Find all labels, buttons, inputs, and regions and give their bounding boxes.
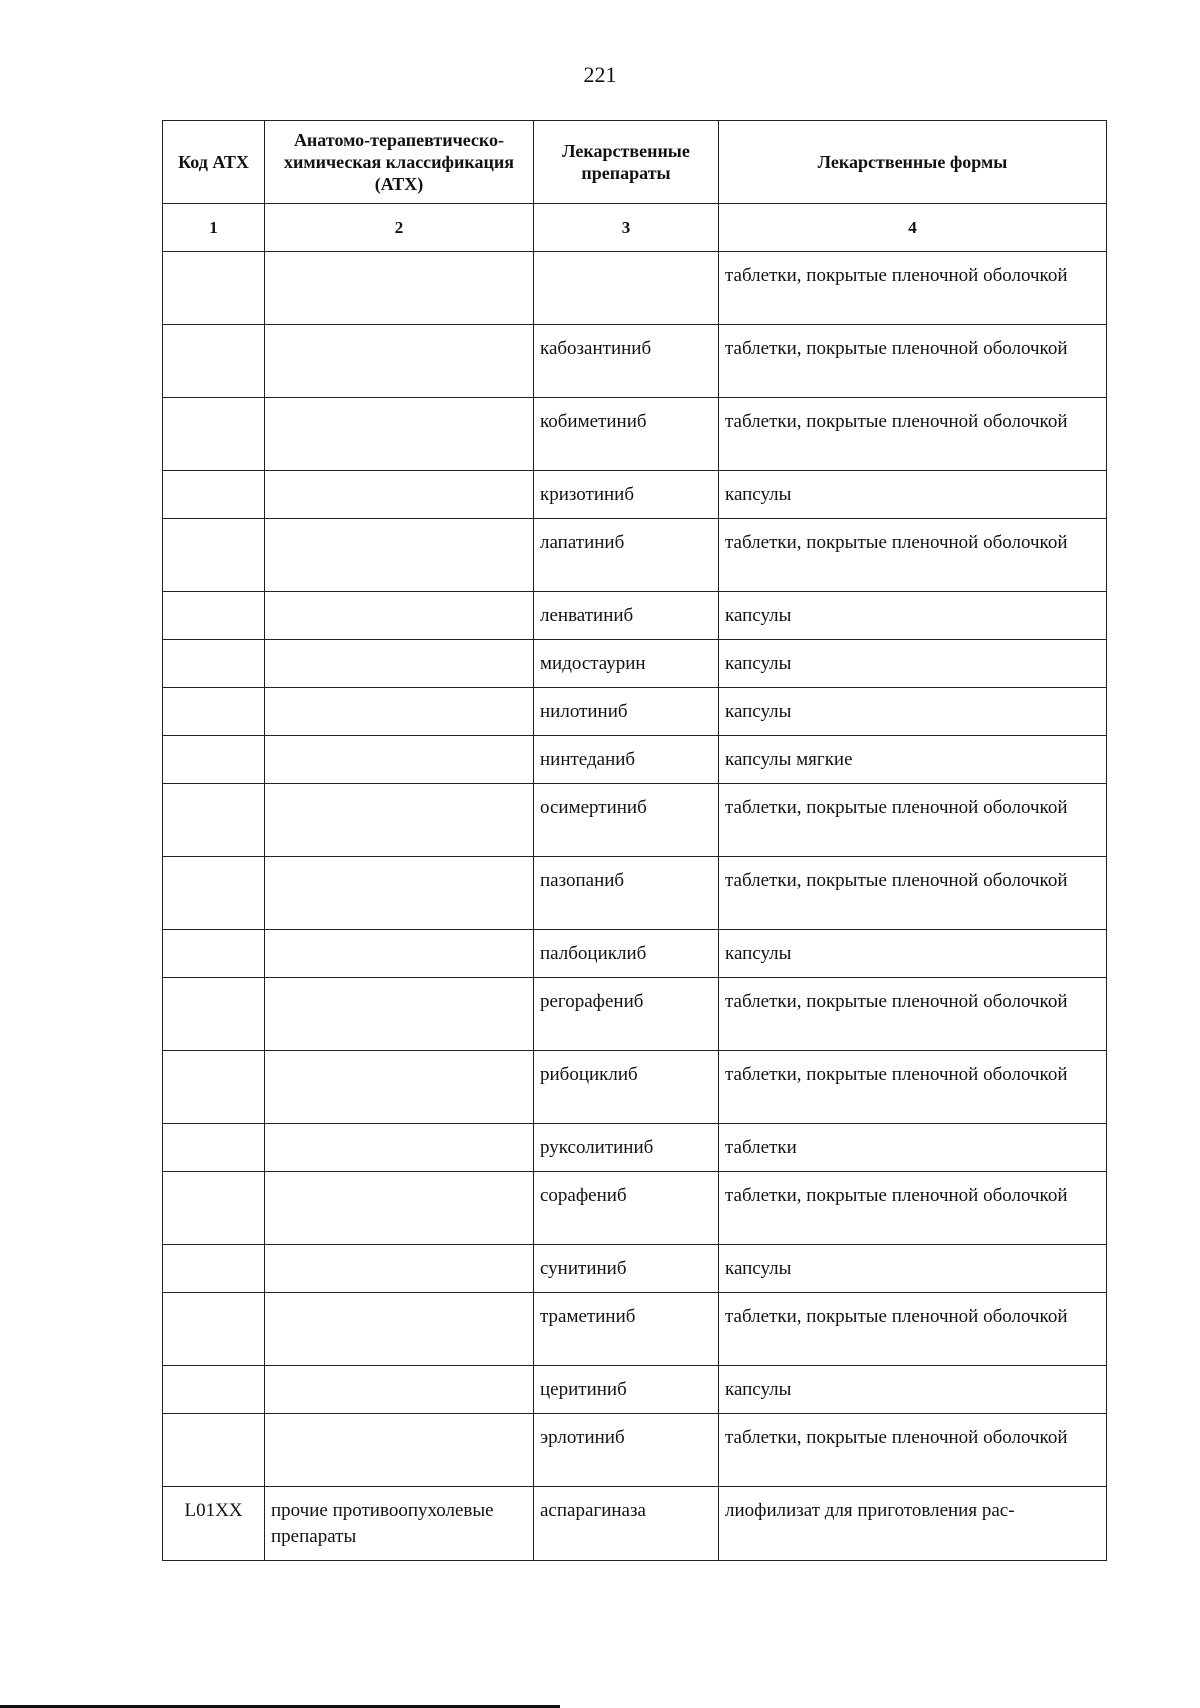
atc-drug-table [162,120,1107,1561]
cell-classification [265,736,534,784]
cell-drug-name: сорафениб [534,1172,719,1245]
cell-classification [265,1124,534,1172]
table-row [163,1414,1107,1487]
cell-dosage-form: капсулы [719,592,1107,640]
table-row [163,252,1107,325]
cell-drug-name: регорафениб [534,978,719,1051]
cell-atc-code [163,930,265,978]
cell-atc-code [163,736,265,784]
cell-drug-name: траметиниб [534,1293,719,1366]
cell-drug-name: палбоциклиб [534,930,719,978]
cell-dosage-form: таблетки, покрытые пленочной оболочкой [719,398,1107,471]
cell-atc-code [163,1124,265,1172]
cell-drug-name: церитиниб [534,1366,719,1414]
cell-classification [265,978,534,1051]
cell-classification [265,325,534,398]
cell-atc-code [163,1051,265,1124]
column-number: 2 [265,204,534,252]
table-row [163,978,1107,1051]
cell-classification [265,519,534,592]
table-body [163,252,1107,1561]
cell-atc-code [163,252,265,325]
cell-drug-name: мидостаурин [534,640,719,688]
cell-dosage-form: таблетки, покрытые пленочной оболочкой [719,1172,1107,1245]
cell-drug-name: кобиметиниб [534,398,719,471]
header-drugs: Лекарственные препараты [534,121,719,204]
table-header-row [163,121,1107,204]
cell-drug-name: сунитиниб [534,1245,719,1293]
cell-drug-name: пазопаниб [534,857,719,930]
cell-atc-code [163,688,265,736]
table-row [163,1366,1107,1414]
cell-dosage-form: таблетки, покрытые пленочной оболочкой [719,1293,1107,1366]
table-row [163,930,1107,978]
cell-drug-name: руксолитиниб [534,1124,719,1172]
cell-drug-name: осимертиниб [534,784,719,857]
cell-classification [265,930,534,978]
table-row [163,857,1107,930]
table-row [163,1172,1107,1245]
table-row [163,471,1107,519]
table-row [163,640,1107,688]
header-atc-code: Код АТХ [163,121,265,204]
cell-dosage-form: таблетки, покрытые пленочной оболочкой [719,1414,1107,1487]
cell-dosage-form: таблетки [719,1124,1107,1172]
cell-drug-name: рибоциклиб [534,1051,719,1124]
cell-atc-code [163,1293,265,1366]
cell-drug-name: аспарагиназа [534,1487,719,1561]
table-row [163,1293,1107,1366]
cell-dosage-form: таблетки, покрытые пленочной оболочкой [719,784,1107,857]
cell-dosage-form: таблетки, покрытые пленочной оболочкой [719,978,1107,1051]
cell-dosage-form: капсулы [719,688,1107,736]
cell-classification [265,1414,534,1487]
cell-classification [265,471,534,519]
table-row [163,736,1107,784]
cell-drug-name: кризотиниб [534,471,719,519]
cell-dosage-form: капсулы [719,1245,1107,1293]
cell-atc-code [163,1245,265,1293]
table-row [163,398,1107,471]
cell-atc-code [163,1366,265,1414]
cell-atc-code [163,1172,265,1245]
cell-dosage-form: таблетки, покрытые пленочной оболочкой [719,325,1107,398]
cell-atc-code [163,640,265,688]
cell-dosage-form: таблетки, покрытые пленочной оболочкой [719,519,1107,592]
column-number: 3 [534,204,719,252]
cell-drug-name: нинтеданиб [534,736,719,784]
cell-atc-code [163,398,265,471]
cell-dosage-form: капсулы [719,640,1107,688]
cell-classification [265,1366,534,1414]
cell-classification [265,688,534,736]
cell-drug-name [534,252,719,325]
column-number: 1 [163,204,265,252]
cell-dosage-form: таблетки, покрытые пленочной оболочкой [719,1051,1107,1124]
cell-drug-name: кабозантиниб [534,325,719,398]
cell-atc-code [163,857,265,930]
cell-classification [265,252,534,325]
cell-atc-code [163,978,265,1051]
cell-classification [265,1293,534,1366]
cell-atc-code [163,784,265,857]
cell-classification [265,1245,534,1293]
cell-atc-code [163,592,265,640]
cell-atc-code [163,325,265,398]
table-row [163,519,1107,592]
table-row [163,784,1107,857]
cell-atc-code [163,471,265,519]
cell-drug-name: лапатиниб [534,519,719,592]
table-row [163,1245,1107,1293]
cell-classification: прочие противоопухолевые препараты [265,1487,534,1561]
cell-classification [265,784,534,857]
cell-atc-code [163,1414,265,1487]
cell-atc-code: L01XX [163,1487,265,1561]
table-row [163,325,1107,398]
cell-classification [265,1051,534,1124]
table-row [163,1487,1107,1561]
table-row [163,688,1107,736]
table-row [163,1124,1107,1172]
cell-drug-name: ленватиниб [534,592,719,640]
header-atc-classification: Анатомо-терапевтическо-химическая классификация (АТХ) [265,121,534,204]
table-row [163,592,1107,640]
cell-dosage-form: лиофилизат для приготовления рас- [719,1487,1107,1561]
cell-atc-code [163,519,265,592]
table-row [163,1051,1107,1124]
cell-classification [265,1172,534,1245]
cell-classification [265,857,534,930]
cell-dosage-form: таблетки, покрытые пленочной оболочкой [719,252,1107,325]
cell-dosage-form: капсулы [719,1366,1107,1414]
cell-drug-name: нилотиниб [534,688,719,736]
column-number: 4 [719,204,1107,252]
cell-dosage-form: капсулы [719,471,1107,519]
page-number: 221 [583,62,617,87]
cell-dosage-form: капсулы [719,930,1107,978]
cell-dosage-form: капсулы мягкие [719,736,1107,784]
cell-classification [265,592,534,640]
cell-classification [265,398,534,471]
cell-drug-name: эрлотиниб [534,1414,719,1487]
cell-classification [265,640,534,688]
header-dosage-forms: Лекарственные формы [719,121,1107,204]
cell-dosage-form: таблетки, покрытые пленочной оболочкой [719,857,1107,930]
column-number-row [163,204,1107,252]
